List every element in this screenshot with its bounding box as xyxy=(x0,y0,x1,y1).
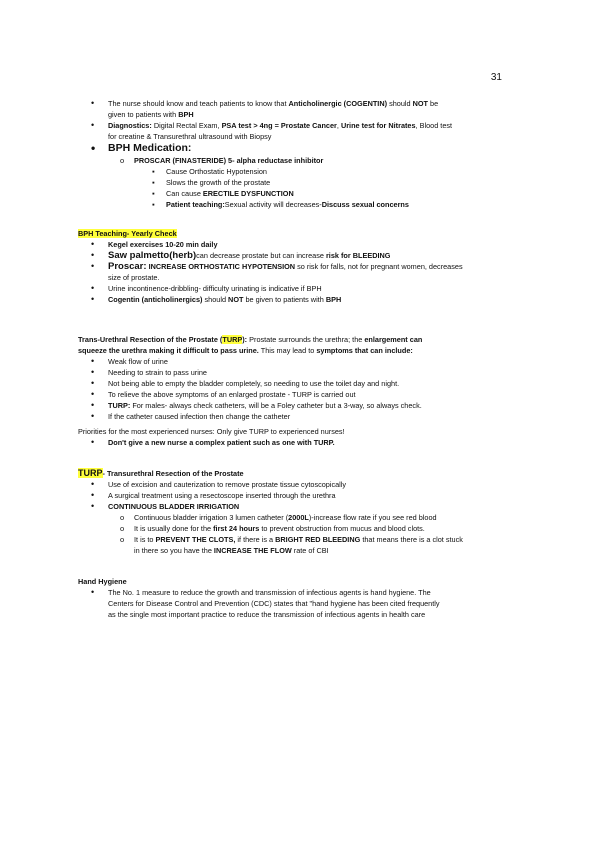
list-item xyxy=(78,294,518,305)
text: )-increase flow rate if you see red blood xyxy=(308,513,437,522)
turp-paragraph xyxy=(78,334,518,356)
subitem xyxy=(78,534,518,556)
text: TURP xyxy=(222,335,243,344)
turp-list xyxy=(78,479,518,556)
text: For males- always check catheters, will be a Foley catheter but a 3-way, so always check. xyxy=(132,401,422,410)
text: This may lead to xyxy=(260,346,315,355)
text: It is usually done for the xyxy=(134,524,212,533)
text: Saw palmetto(herb) xyxy=(108,250,197,261)
bph-teaching-section xyxy=(78,228,518,305)
text: NOT xyxy=(228,295,244,304)
section-heading xyxy=(78,468,518,479)
text: PREVENT THE CLOTS, xyxy=(155,535,236,544)
bph-medication-item: • BPH Medication: xyxy=(78,142,518,155)
text: INCREASE THE FLOW xyxy=(213,546,292,555)
text: Anticholinergic (COGENTIN) xyxy=(288,99,388,108)
text: in there so you have the xyxy=(134,546,212,555)
text: to prevent obstruction from mucus and blood clots. xyxy=(261,524,425,533)
text: Patient teaching: xyxy=(166,200,225,209)
text: BPH xyxy=(325,295,342,304)
list-item xyxy=(78,501,518,512)
list-item: • To relieve the above symptoms of an enlarged prostate - TURP is carried out xyxy=(78,389,518,400)
subitem xyxy=(78,188,518,199)
text: PSA test > 4ng = Prostate Cancer xyxy=(221,121,337,130)
text: Continuous bladder irrigation 3 lumen catheter ( xyxy=(134,513,289,522)
text: It is to xyxy=(134,535,154,544)
section-heading xyxy=(78,228,518,239)
text: enlargement can xyxy=(364,335,423,344)
text: Discuss sexual concerns xyxy=(321,200,409,209)
text: size of prostate. xyxy=(108,273,160,282)
text: squeeze the urethra making it difficult to pass urine. xyxy=(78,346,259,355)
text: as the single most important practice to reduce the transmission of infectious agents in health care xyxy=(108,610,426,619)
list-item xyxy=(78,239,518,250)
text: be given to patients with xyxy=(245,295,324,304)
text: Cogentin (anticholinergics) xyxy=(108,295,203,304)
priority-list xyxy=(78,437,518,448)
proscar-item xyxy=(78,155,518,166)
text: Can cause xyxy=(166,189,201,198)
list-item: • Use of excision and cauterization to remove prostate tissue cytoscopically xyxy=(78,479,518,490)
text: ): xyxy=(242,335,248,344)
text: The nurse should know and teach patients to know that xyxy=(108,99,287,108)
text: should xyxy=(389,99,411,108)
heading-text: - Transurethral Resection of the Prostate xyxy=(102,469,244,478)
text: Digital Rectal Exam, xyxy=(153,121,220,130)
list-item: • Urine incontinence-dribbling- difficulty urinating is indicative if BPH xyxy=(78,283,518,294)
turp-section xyxy=(78,468,518,556)
list-item: • Not being able to empty the bladder completely, so needing to use the toilet day and night. xyxy=(78,378,518,389)
list-item: • A surgical treatment using a resectoscope inserted through the urethra xyxy=(78,490,518,501)
text: given to patients with xyxy=(108,110,177,119)
text: risk for BLEEDING xyxy=(325,251,391,260)
list-item xyxy=(78,261,518,283)
text: CONTINUOUS BLADDER IRRIGATION xyxy=(108,502,240,511)
text: Trans-Urethral Resection of the Prostate ( xyxy=(78,335,223,344)
text: , xyxy=(336,121,339,130)
text: INCREASE ORTHOSTATIC HYPOTENSION xyxy=(148,262,296,271)
text: if there is a xyxy=(237,535,274,544)
text: Urine test for Nitrates xyxy=(340,121,416,130)
text: Centers for Disease Control and Prevention (CDC) states that "hand hygiene has been cited frequently xyxy=(108,599,440,608)
hygiene-list xyxy=(78,587,518,620)
text: so risk for falls, not for pregnant women, decreases xyxy=(297,262,463,271)
subitem: ▪ Slows the growth of the prostate xyxy=(78,177,518,188)
diagnostics-item xyxy=(78,120,518,142)
list-item: • If the catheter caused infection then change the catheter xyxy=(78,411,518,422)
text: be xyxy=(430,99,439,108)
list-item: • Weak flow of urine xyxy=(78,356,518,367)
text: , Blood test xyxy=(415,121,453,130)
list-item xyxy=(78,437,518,448)
text: 2000L xyxy=(288,513,309,522)
priorities-line: Priorities for the most experienced nurses: Only give TURP to experienced nurses! xyxy=(78,427,345,436)
page-number: 31 xyxy=(490,72,502,83)
bph-list xyxy=(78,98,518,210)
text: BRIGHT RED BLEEDING xyxy=(275,535,361,544)
text: that means there is a clot stuck xyxy=(362,535,463,544)
text: symptoms that can include: xyxy=(316,346,413,355)
subitem xyxy=(78,199,518,210)
text: TURP: xyxy=(108,401,131,410)
text: • The No. 1 measure to reduce the growth and transmission of infectious agents is hand hygiene. The xyxy=(108,588,431,597)
text: BPH xyxy=(178,110,194,119)
text: NOT xyxy=(412,99,429,108)
list-item xyxy=(78,400,518,411)
heading-text: BPH Teaching- Yearly Check xyxy=(78,229,177,238)
subitem xyxy=(78,523,518,534)
text: PROSCAR (FINASTERIDE) 5- alpha reductase inhibitor xyxy=(134,156,324,165)
text: Prostate surrounds the urethra; the xyxy=(249,335,363,344)
text: Diagnostics: xyxy=(108,121,152,130)
subitem xyxy=(78,512,518,523)
teaching-list xyxy=(78,239,518,305)
text: should xyxy=(204,295,227,304)
hand-hygiene-section xyxy=(78,576,518,620)
text: first 24 hours xyxy=(213,524,260,533)
text: Don't give a new nurse a complex patient such as one with TURP. xyxy=(108,438,335,447)
text: Proscar: xyxy=(108,261,147,272)
text: Sexual activity will decreases- xyxy=(224,200,322,209)
turp-intro-section xyxy=(78,334,518,448)
text: can decrease prostate but can increase xyxy=(196,251,324,260)
text: for creatine & Transurethral ultrasound with Biopsy xyxy=(108,132,272,141)
subitem: ▪ Cause Orthostatic Hypotension xyxy=(78,166,518,177)
text: ERECTILE DYSFUNCTION xyxy=(202,189,294,198)
list-item: • Needing to strain to pass urine xyxy=(78,367,518,378)
list-item xyxy=(78,587,518,620)
symptom-list xyxy=(78,356,518,422)
text: Kegel exercises 10-20 min daily xyxy=(108,240,218,249)
anticholinergic-item xyxy=(78,98,518,120)
heading-text: TURP xyxy=(78,468,103,478)
text: rate of CBI xyxy=(293,546,329,555)
list-item xyxy=(78,250,518,261)
bph-section xyxy=(78,98,518,210)
section-heading: Hand Hygiene xyxy=(78,577,127,586)
